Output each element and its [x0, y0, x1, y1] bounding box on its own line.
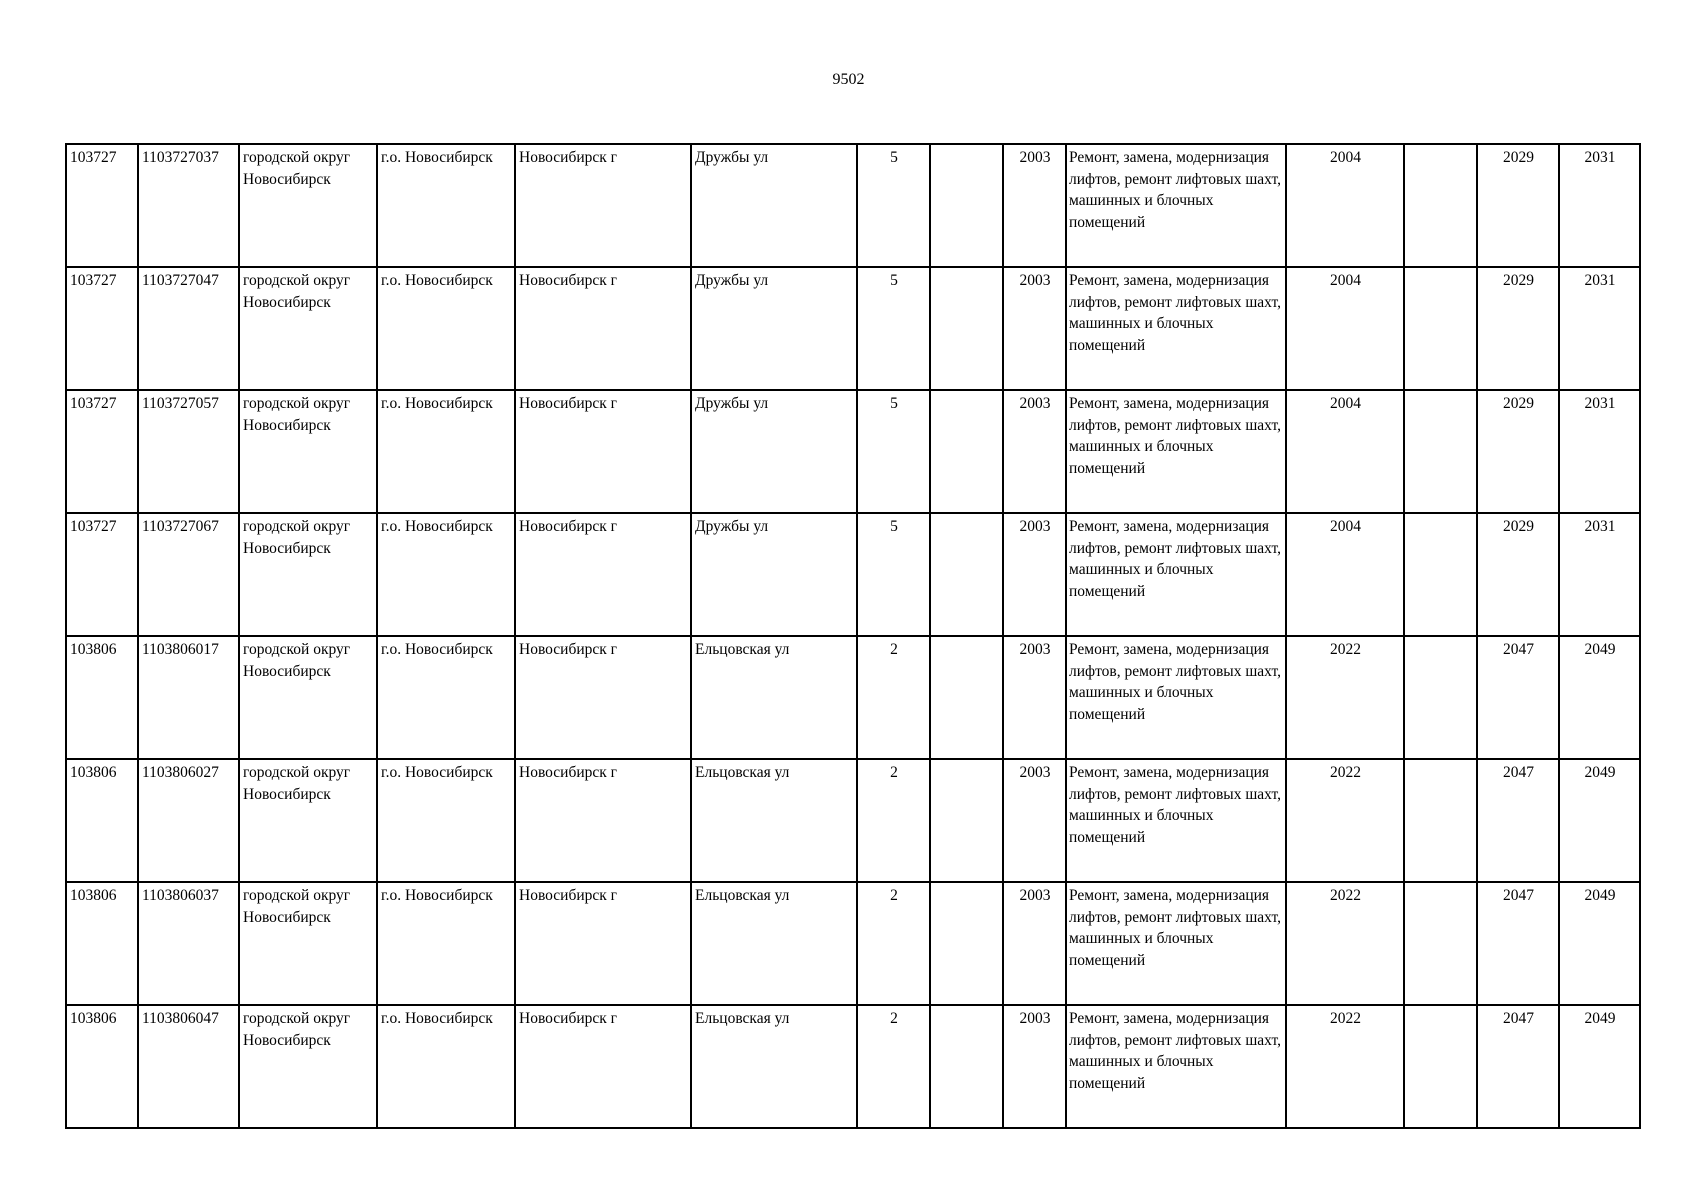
cell-year-built: 2003: [1003, 1005, 1066, 1128]
cell-code: 103727: [66, 144, 138, 267]
cell-year-last: 2004: [1286, 267, 1404, 390]
cell-building: [930, 513, 1003, 636]
cell-street: Ельцовская ул: [691, 1005, 857, 1128]
cell-year-to: 2049: [1559, 759, 1640, 882]
cell-street: Дружбы ул: [691, 513, 857, 636]
cell-id: 1103727037: [138, 144, 239, 267]
cell-blank: [1404, 882, 1477, 1005]
cell-year-from: 2029: [1477, 144, 1559, 267]
cell-district: г.о. Новосибирск: [377, 759, 515, 882]
table-row: [66, 267, 1640, 390]
cell-settlement: Новосибирск г: [515, 144, 691, 267]
cell-id: 1103806047: [138, 1005, 239, 1128]
cell-year-from: 2047: [1477, 882, 1559, 1005]
cell-blank: [1404, 636, 1477, 759]
cell-year-last: 2022: [1286, 636, 1404, 759]
cell-year-built: 2003: [1003, 513, 1066, 636]
cell-building: [930, 267, 1003, 390]
cell-year-to: 2031: [1559, 144, 1640, 267]
cell-year-last: 2022: [1286, 882, 1404, 1005]
cell-work-type: Ремонт, замена, модернизация лифтов, ремонт лифтовых шахт, машинных и блочных помещений: [1066, 882, 1286, 1005]
cell-street: Дружбы ул: [691, 144, 857, 267]
table-row: [66, 144, 1640, 267]
cell-work-type: Ремонт, замена, модернизация лифтов, ремонт лифтовых шахт, машинных и блочных помещений: [1066, 759, 1286, 882]
cell-building: [930, 390, 1003, 513]
cell-code: 103806: [66, 636, 138, 759]
cell-settlement: Новосибирск г: [515, 1005, 691, 1128]
cell-house: 2: [857, 882, 930, 1005]
cell-code: 103727: [66, 513, 138, 636]
cell-street: Ельцовская ул: [691, 759, 857, 882]
cell-municipality: городской округ Новосибирск: [239, 1005, 377, 1128]
cell-blank: [1404, 267, 1477, 390]
cell-code: 103806: [66, 882, 138, 1005]
cell-year-from: 2047: [1477, 759, 1559, 882]
cell-code: 103806: [66, 1005, 138, 1128]
cell-id: 1103727067: [138, 513, 239, 636]
cell-year-from: 2047: [1477, 636, 1559, 759]
cell-id: 1103806017: [138, 636, 239, 759]
cell-year-built: 2003: [1003, 390, 1066, 513]
cell-settlement: Новосибирск г: [515, 759, 691, 882]
cell-street: Ельцовская ул: [691, 636, 857, 759]
register-table: [65, 143, 1641, 1129]
cell-house: 5: [857, 513, 930, 636]
cell-building: [930, 759, 1003, 882]
cell-year-last: 2022: [1286, 759, 1404, 882]
cell-settlement: Новосибирск г: [515, 267, 691, 390]
cell-year-to: 2049: [1559, 1005, 1640, 1128]
cell-municipality: городской округ Новосибирск: [239, 759, 377, 882]
cell-house: 2: [857, 1005, 930, 1128]
cell-district: г.о. Новосибирск: [377, 513, 515, 636]
cell-district: г.о. Новосибирск: [377, 1005, 515, 1128]
cell-work-type: Ремонт, замена, модернизация лифтов, ремонт лифтовых шахт, машинных и блочных помещений: [1066, 1005, 1286, 1128]
cell-municipality: городской округ Новосибирск: [239, 390, 377, 513]
cell-year-built: 2003: [1003, 759, 1066, 882]
cell-id: 1103806037: [138, 882, 239, 1005]
cell-municipality: городской округ Новосибирск: [239, 636, 377, 759]
cell-work-type: Ремонт, замена, модернизация лифтов, ремонт лифтовых шахт, машинных и блочных помещений: [1066, 390, 1286, 513]
cell-year-from: 2029: [1477, 513, 1559, 636]
table-row: [66, 390, 1640, 513]
cell-building: [930, 144, 1003, 267]
cell-house: 2: [857, 636, 930, 759]
cell-work-type: Ремонт, замена, модернизация лифтов, ремонт лифтовых шахт, машинных и блочных помещений: [1066, 267, 1286, 390]
cell-blank: [1404, 144, 1477, 267]
cell-year-to: 2049: [1559, 882, 1640, 1005]
cell-building: [930, 882, 1003, 1005]
cell-blank: [1404, 390, 1477, 513]
cell-year-last: 2004: [1286, 144, 1404, 267]
table-row: [66, 759, 1640, 882]
cell-id: 1103727047: [138, 267, 239, 390]
cell-year-last: 2004: [1286, 390, 1404, 513]
page-number: 9502: [832, 71, 865, 88]
cell-year-built: 2003: [1003, 267, 1066, 390]
cell-year-built: 2003: [1003, 144, 1066, 267]
cell-municipality: городской округ Новосибирск: [239, 144, 377, 267]
cell-year-from: 2029: [1477, 390, 1559, 513]
cell-settlement: Новосибирск г: [515, 390, 691, 513]
cell-year-from: 2029: [1477, 267, 1559, 390]
cell-settlement: Новосибирск г: [515, 882, 691, 1005]
cell-street: Дружбы ул: [691, 267, 857, 390]
cell-year-last: 2004: [1286, 513, 1404, 636]
cell-code: 103727: [66, 390, 138, 513]
cell-settlement: Новосибирск г: [515, 636, 691, 759]
cell-code: 103727: [66, 267, 138, 390]
table-row: [66, 636, 1640, 759]
cell-house: 5: [857, 390, 930, 513]
cell-id: 1103806027: [138, 759, 239, 882]
cell-work-type: Ремонт, замена, модернизация лифтов, ремонт лифтовых шахт, машинных и блочных помещений: [1066, 636, 1286, 759]
cell-district: г.о. Новосибирск: [377, 390, 515, 513]
cell-id: 1103727057: [138, 390, 239, 513]
cell-blank: [1404, 759, 1477, 882]
cell-district: г.о. Новосибирск: [377, 636, 515, 759]
table-row: [66, 882, 1640, 1005]
cell-blank: [1404, 1005, 1477, 1128]
cell-municipality: городской округ Новосибирск: [239, 513, 377, 636]
cell-year-built: 2003: [1003, 882, 1066, 1005]
table-row: [66, 1005, 1640, 1128]
cell-work-type: Ремонт, замена, модернизация лифтов, ремонт лифтовых шахт, машинных и блочных помещений: [1066, 513, 1286, 636]
table-row: [66, 513, 1640, 636]
cell-work-type: Ремонт, замена, модернизация лифтов, ремонт лифтовых шахт, машинных и блочных помещений: [1066, 144, 1286, 267]
cell-year-to: 2031: [1559, 390, 1640, 513]
cell-year-to: 2031: [1559, 267, 1640, 390]
cell-settlement: Новосибирск г: [515, 513, 691, 636]
cell-street: Ельцовская ул: [691, 882, 857, 1005]
cell-street: Дружбы ул: [691, 390, 857, 513]
cell-code: 103806: [66, 759, 138, 882]
cell-house: 5: [857, 267, 930, 390]
cell-year-from: 2047: [1477, 1005, 1559, 1128]
cell-blank: [1404, 513, 1477, 636]
cell-district: г.о. Новосибирск: [377, 144, 515, 267]
cell-building: [930, 1005, 1003, 1128]
cell-municipality: городской округ Новосибирск: [239, 882, 377, 1005]
cell-year-to: 2049: [1559, 636, 1640, 759]
cell-year-to: 2031: [1559, 513, 1640, 636]
cell-municipality: городской округ Новосибирск: [239, 267, 377, 390]
cell-year-built: 2003: [1003, 636, 1066, 759]
cell-year-last: 2022: [1286, 1005, 1404, 1128]
cell-district: г.о. Новосибирск: [377, 882, 515, 1005]
cell-house: 2: [857, 759, 930, 882]
cell-building: [930, 636, 1003, 759]
cell-house: 5: [857, 144, 930, 267]
cell-district: г.о. Новосибирск: [377, 267, 515, 390]
